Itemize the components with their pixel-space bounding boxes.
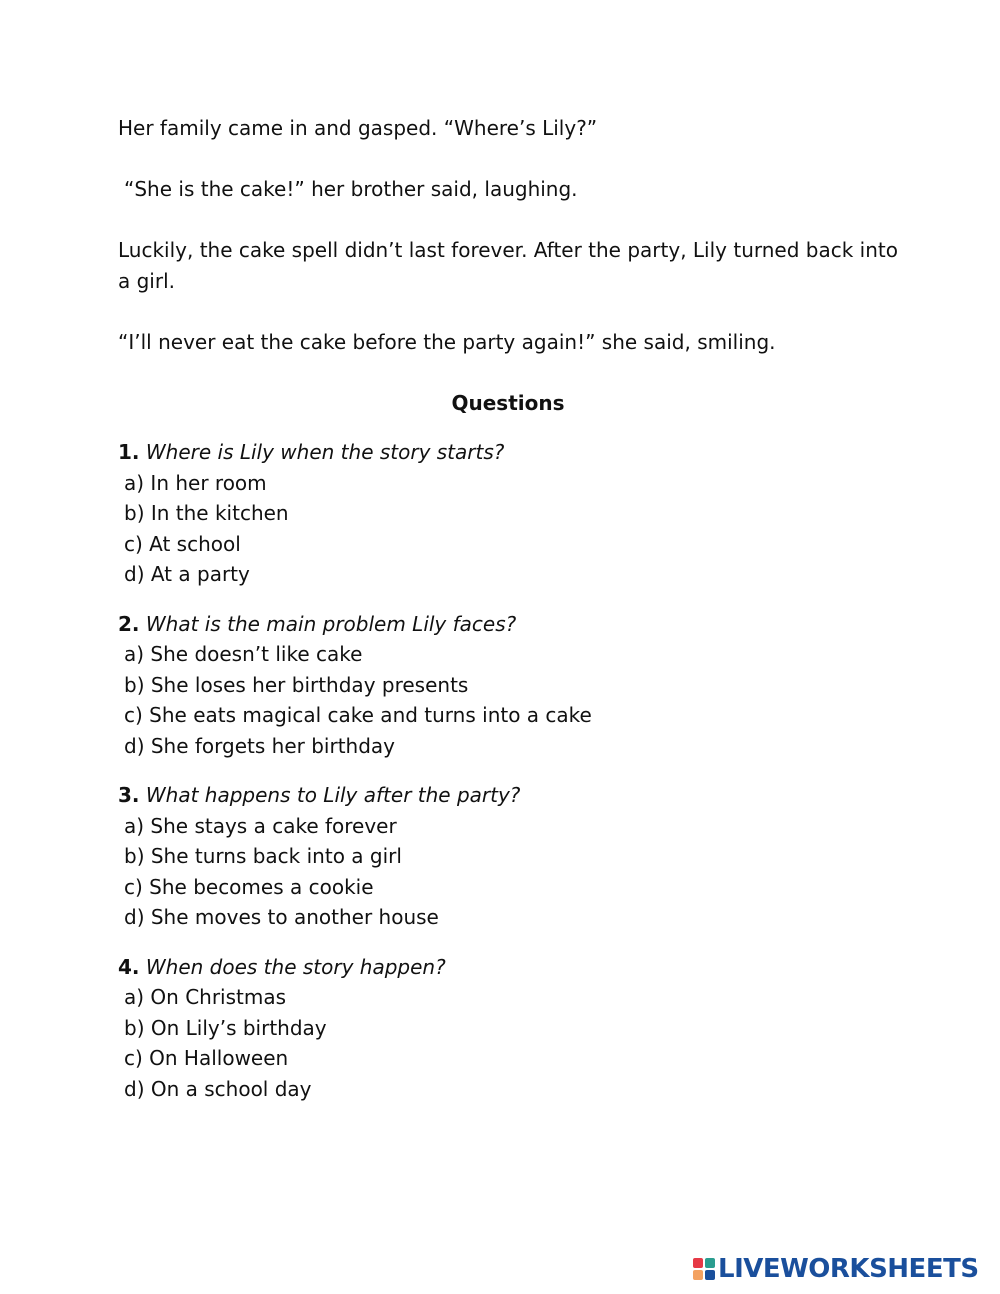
answer-option[interactable]: a) She doesn’t like cake bbox=[124, 642, 363, 666]
question-4 bbox=[118, 952, 898, 1105]
question-number: 4. bbox=[118, 954, 140, 979]
story-paragraph: “She is the cake!” her brother said, laughing. bbox=[124, 177, 578, 201]
question-number: 3. bbox=[118, 783, 140, 807]
question-1 bbox=[118, 437, 898, 590]
answer-option[interactable]: b) She loses her birthday presents bbox=[124, 672, 469, 697]
answer-option[interactable]: d) She forgets her birthday bbox=[124, 733, 395, 758]
story-paragraph: “I’ll never eat the cake before the party again!” she said, smiling. bbox=[118, 329, 776, 354]
logo-block bbox=[705, 1270, 715, 1280]
story-paragraph: Luckily, the cake spell didn’t last forever. After the party, Lily turned back into a girl. bbox=[118, 238, 898, 293]
answer-option[interactable]: d) At a party bbox=[124, 562, 250, 586]
question-text: What happens to Lily after the party? bbox=[145, 783, 521, 807]
liveworksheets-logo bbox=[693, 1254, 979, 1284]
question-prompt bbox=[118, 437, 898, 468]
question-prompt bbox=[118, 609, 898, 640]
story-paragraph: Her family came in and gasped. “Where’s Lily?” bbox=[118, 116, 598, 140]
question-3 bbox=[118, 780, 898, 933]
question-2 bbox=[118, 609, 898, 762]
questions-heading: Questions bbox=[451, 390, 565, 415]
logo-blocks-icon bbox=[693, 1258, 715, 1280]
question-text: When does the story happen? bbox=[145, 954, 446, 979]
answer-option[interactable]: c) On Halloween bbox=[124, 1046, 289, 1070]
answer-option[interactable]: b) On Lily’s birthday bbox=[124, 1015, 327, 1040]
logo-block bbox=[693, 1270, 703, 1280]
answer-option[interactable]: c) She eats magical cake and turns into a cake bbox=[124, 703, 592, 727]
answer-option[interactable]: d) She moves to another house bbox=[124, 905, 439, 929]
question-number: 2. bbox=[118, 611, 140, 636]
answer-option[interactable]: c) At school bbox=[124, 531, 241, 556]
answer-option[interactable]: b) She turns back into a girl bbox=[124, 844, 402, 868]
logo-block bbox=[705, 1258, 715, 1268]
answer-option[interactable]: b) In the kitchen bbox=[124, 501, 289, 525]
answer-option[interactable]: a) On Christmas bbox=[124, 985, 287, 1009]
question-text: Where is Lily when the story starts? bbox=[145, 440, 505, 464]
logo-block bbox=[693, 1258, 703, 1268]
answer-option[interactable]: a) In her room bbox=[124, 470, 267, 495]
question-prompt bbox=[118, 952, 898, 983]
worksheet-page bbox=[118, 113, 898, 1123]
question-number: 1. bbox=[118, 440, 140, 464]
question-text: What is the main problem Lily faces? bbox=[145, 611, 517, 636]
logo-text: LIVEWORKSHEETS bbox=[718, 1254, 979, 1284]
question-prompt bbox=[118, 780, 898, 811]
answer-option[interactable]: d) On a school day bbox=[124, 1076, 312, 1101]
answer-option[interactable]: a) She stays a cake forever bbox=[124, 813, 397, 838]
answer-option[interactable]: c) She becomes a cookie bbox=[124, 874, 374, 899]
